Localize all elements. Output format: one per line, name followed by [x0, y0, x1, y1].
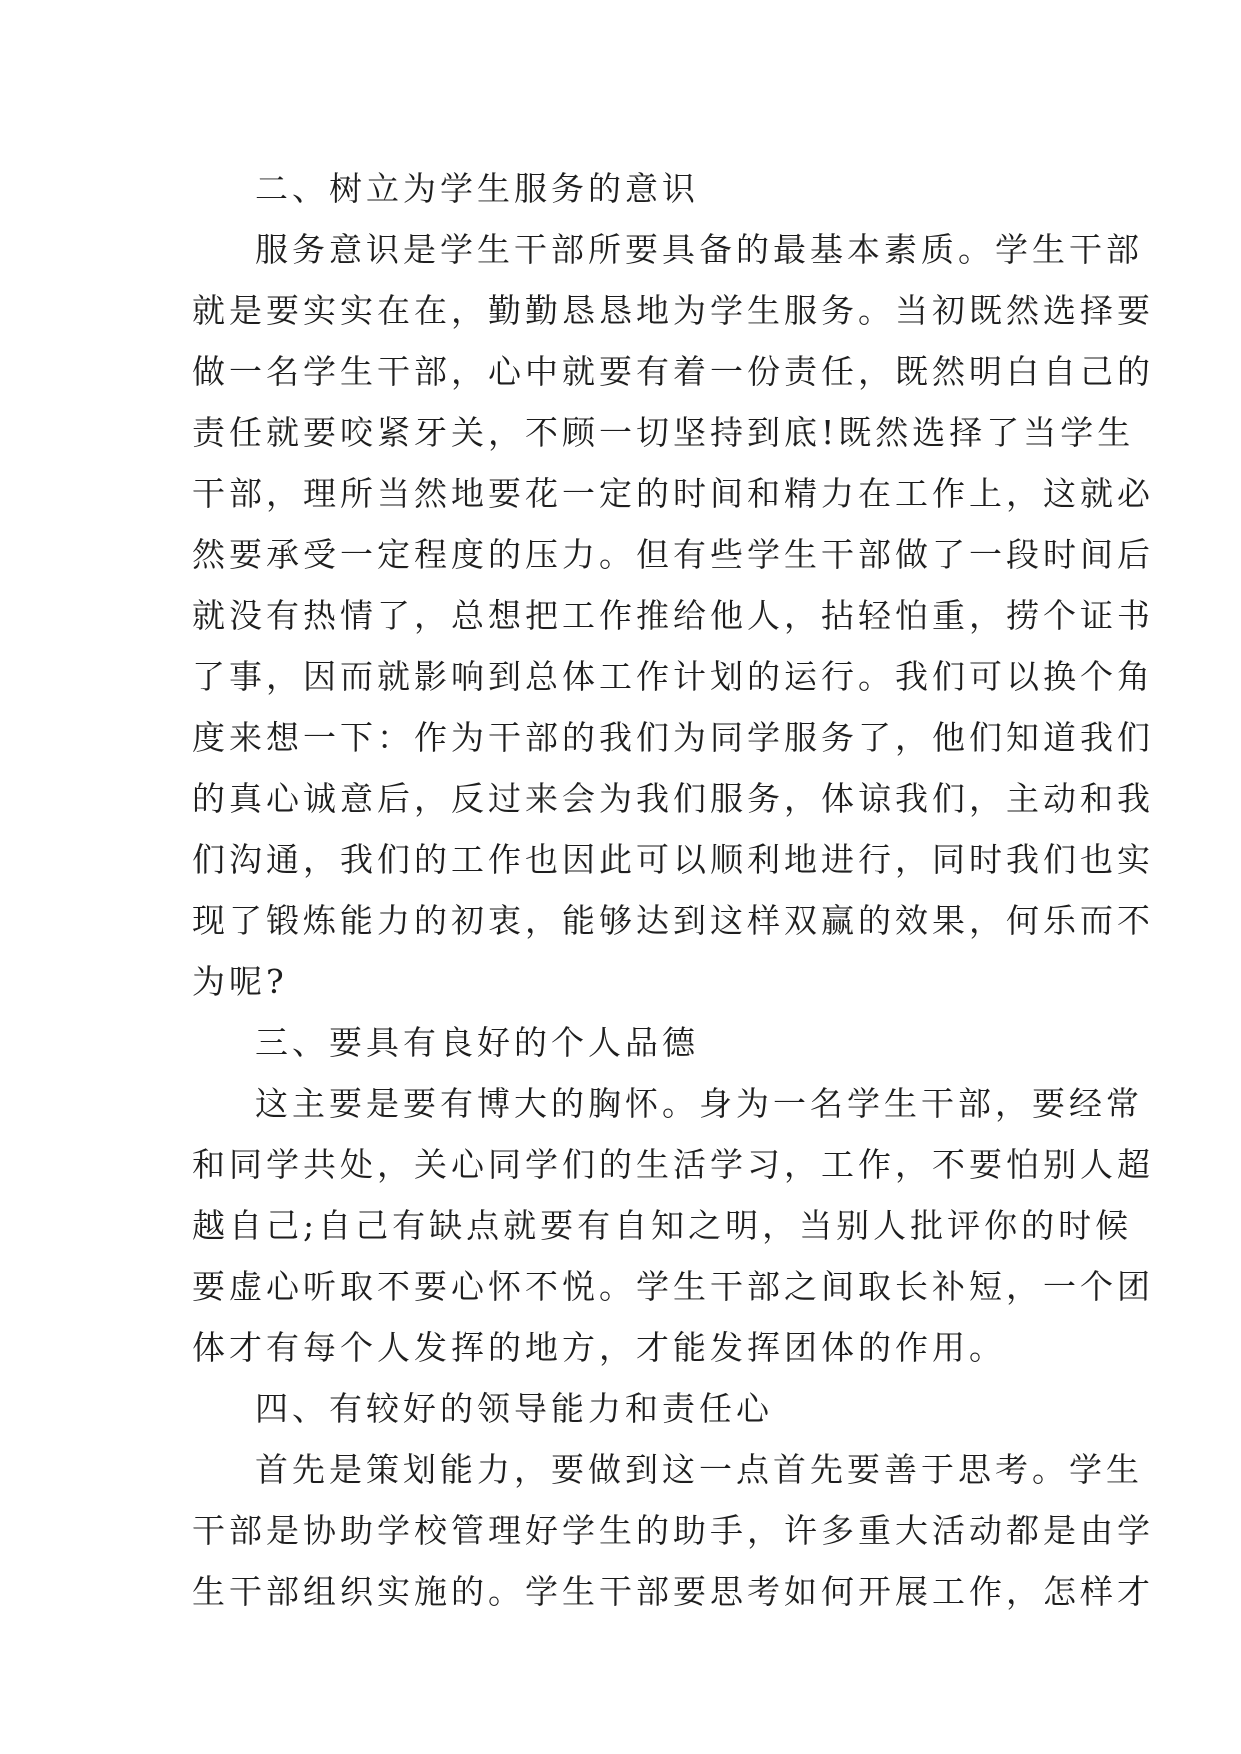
paragraph-line: 了事，因而就影响到总体工作计划的运行。我们可以换个角	[192, 657, 1154, 696]
paragraph-line: 现了锻炼能力的初衷，能够达到这样双赢的效果，何乐而不	[192, 901, 1154, 940]
paragraph-line: 做一名学生干部，心中就要有着一份责任，既然明白自己的	[192, 352, 1154, 391]
paragraph-line: 干部，理所当然地要花一定的时间和精力在工作上，这就必	[192, 474, 1154, 513]
paragraph-line: 的真心诚意后，反过来会为我们服务，体谅我们，主动和我	[192, 779, 1154, 818]
paragraph-line: 然要承受一定程度的压力。但有些学生干部做了一段时间后	[192, 535, 1154, 574]
paragraph-line: 和同学共处，关心同学们的生活学习，工作，不要怕别人超	[192, 1145, 1154, 1184]
section-heading-4: 四、有较好的领导能力和责任心	[255, 1389, 773, 1428]
paragraph-line: 为呢?	[192, 962, 288, 1001]
paragraph-line: 体才有每个人发挥的地方，才能发挥团体的作用。	[192, 1328, 1006, 1367]
paragraph-line: 越自己;自己有缺点就要有自知之明，当别人批评你的时候	[192, 1206, 1133, 1245]
section-heading-2: 二、树立为学生服务的意识	[255, 169, 699, 208]
paragraph-line: 首先是策划能力，要做到这一点首先要善于思考。学生	[255, 1450, 1143, 1489]
paragraph-line: 责任就要咬紧牙关，不顾一切坚持到底!既然选择了当学生	[192, 413, 1135, 452]
paragraph-line: 们沟通，我们的工作也因此可以顺利地进行，同时我们也实	[192, 840, 1154, 879]
paragraph-line: 就是要实实在在，勤勤恳恳地为学生服务。当初既然选择要	[192, 291, 1154, 330]
paragraph-line: 要虚心听取不要心怀不悦。学生干部之间取长补短，一个团	[192, 1267, 1154, 1306]
document-body	[192, 158, 1154, 1622]
section-heading-3: 三、要具有良好的个人品德	[255, 1023, 699, 1062]
paragraph-line: 干部是协助学校管理好学生的助手，许多重大活动都是由学	[192, 1511, 1154, 1550]
paragraph-line: 度来想一下：作为干部的我们为同学服务了，他们知道我们	[192, 718, 1154, 757]
paragraph-line: 生干部组织实施的。学生干部要思考如何开展工作，怎样才	[192, 1572, 1154, 1611]
paragraph-line: 这主要是要有博大的胸怀。身为一名学生干部，要经常	[255, 1084, 1143, 1123]
paragraph-line: 服务意识是学生干部所要具备的最基本素质。学生干部	[255, 230, 1143, 269]
paragraph-line: 就没有热情了，总想把工作推给他人，拈轻怕重，捞个证书	[192, 596, 1154, 635]
